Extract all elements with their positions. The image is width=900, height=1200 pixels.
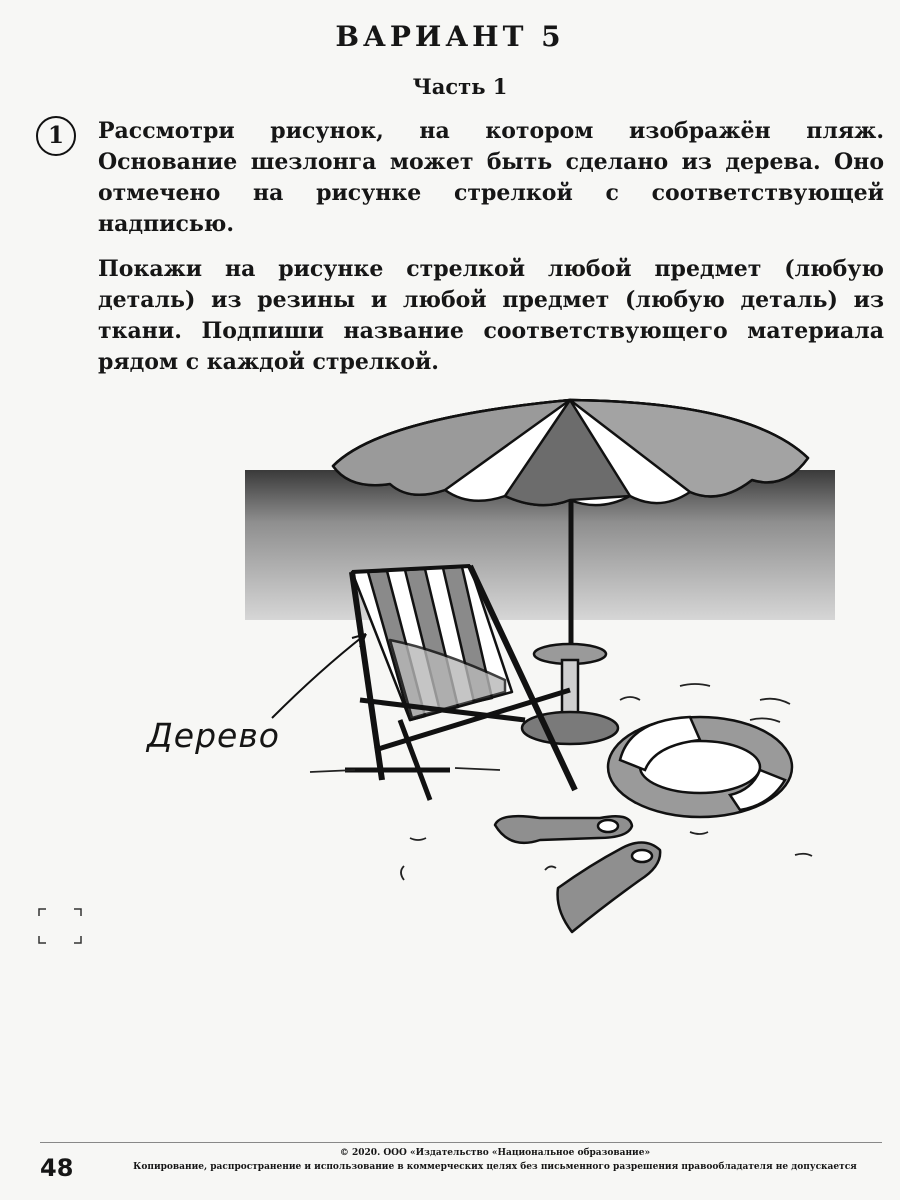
page-number: 48 [40, 1154, 74, 1182]
crop-marks-icon [38, 908, 82, 944]
part-title: Часть 1 [412, 74, 508, 99]
task-paragraph-2: Покажи на рисунке стрелкой любой предмет (любую деталь) из резины и любой предмет (любую деталь) из ткани. Подпиши название соответствующего материала рядом с каждой стрелкой. [98, 256, 884, 375]
umbrella-canopy [333, 400, 808, 505]
beach-illustration [0, 380, 900, 960]
wood-label: Дерево [147, 716, 280, 755]
variant-title: ВАРИАНТ 5 [335, 20, 565, 53]
footer-rule [40, 1142, 882, 1143]
arrow-to-chair [272, 634, 366, 718]
swim-ring [608, 717, 792, 817]
task-number-badge: 1 [36, 116, 76, 156]
task-paragraph-1: Рассмотри рисунок, на котором изображён пляж. Основание шезлонга может быть сделано из дерева. Оно отмечено на рисунке стрелкой с соответствующей надписью. [98, 118, 884, 237]
footer-copyright: © 2020. ООО «Издательство «Национальное образование» [339, 1148, 651, 1158]
flippers [495, 816, 660, 932]
footer-notice: Копирование, распространение и использование в коммерческих целях без письменного разрешения правообладателя не допускается [133, 1162, 857, 1172]
